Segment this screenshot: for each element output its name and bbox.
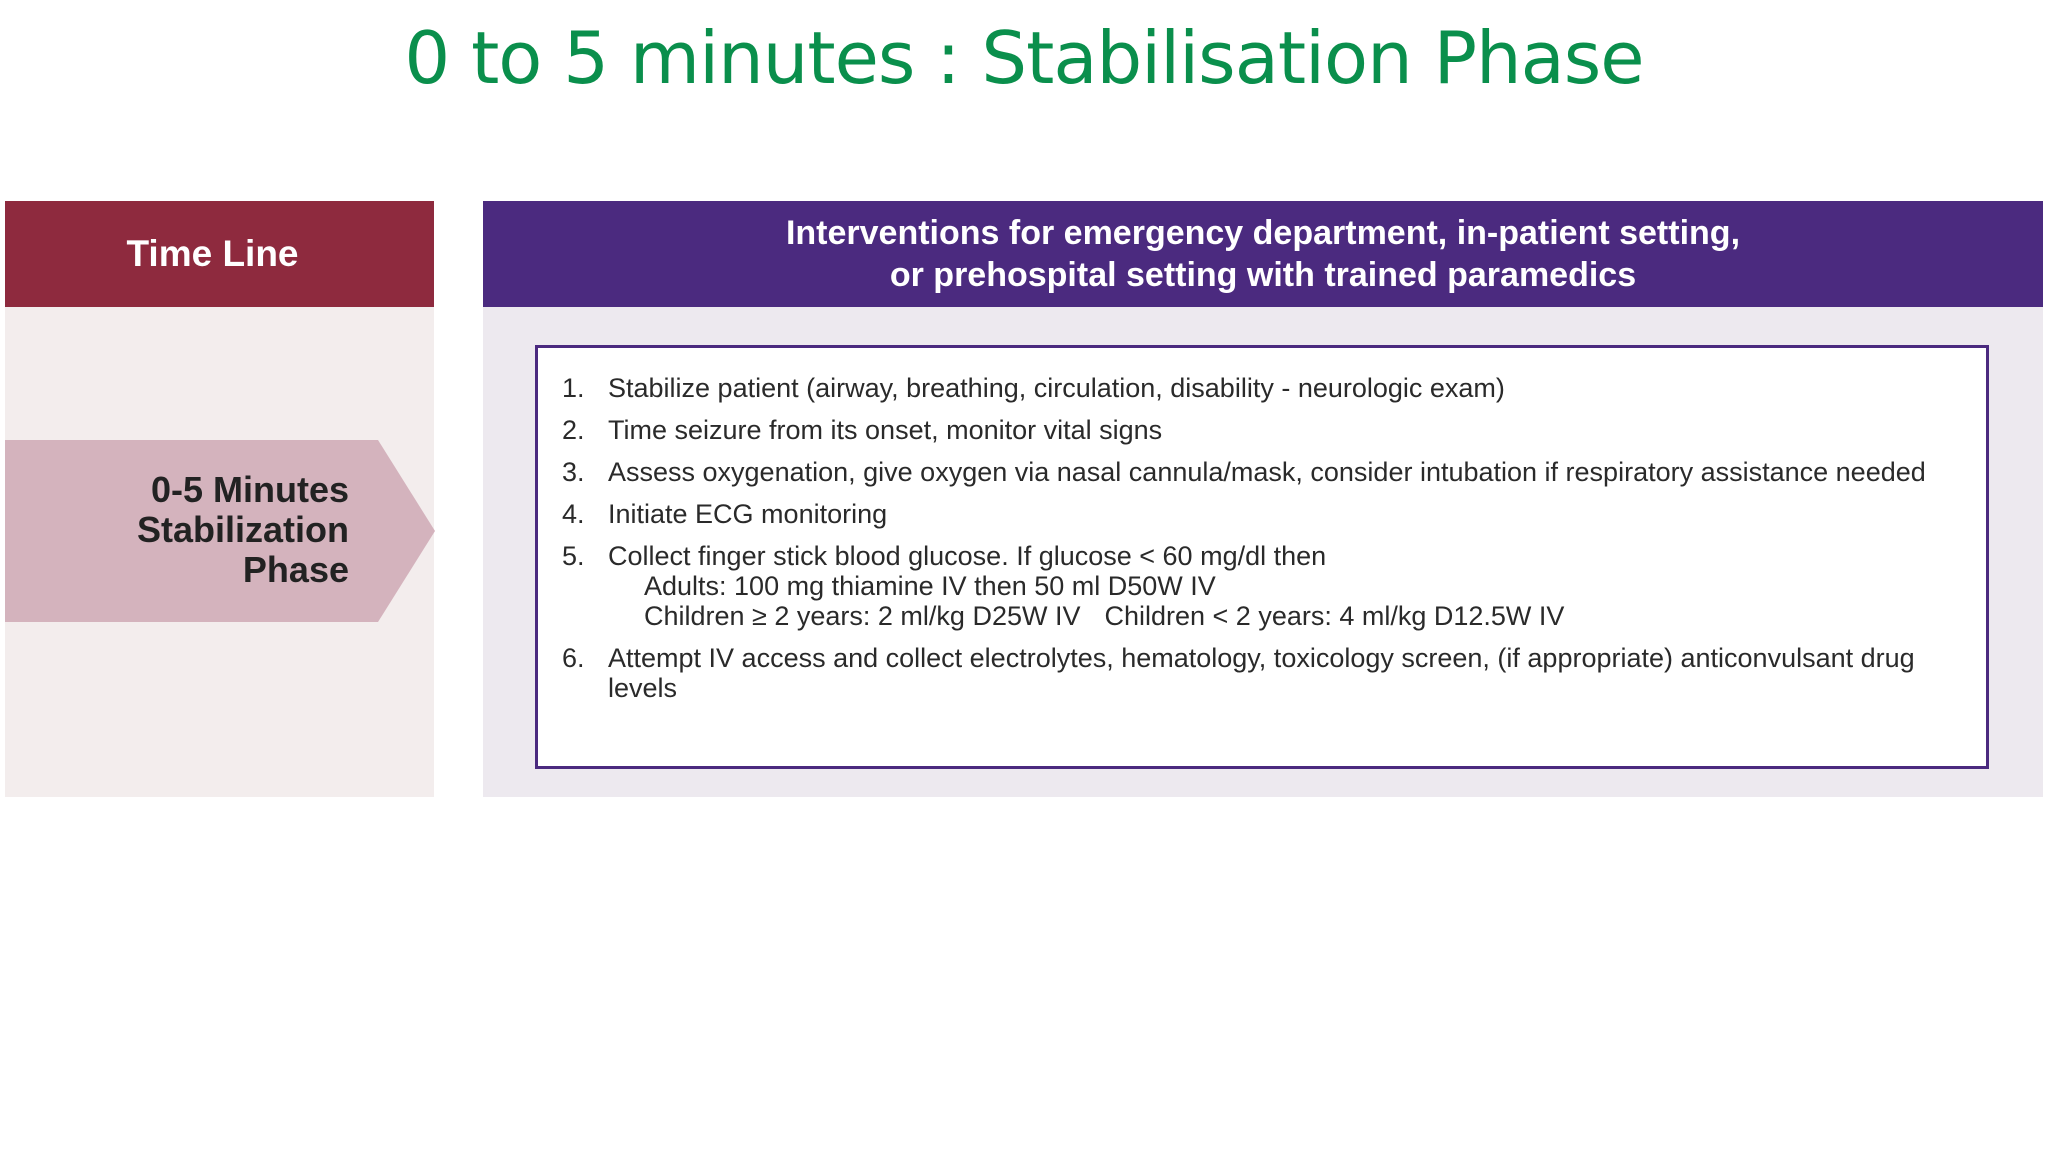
step-2	[562, 415, 1962, 445]
phase-label	[29, 470, 349, 590]
step-text: Assess oxygenation, give oxygen via nasal cannula/mask, consider intubation if respiratory assistance needed	[608, 457, 1926, 487]
step-number: 1.	[562, 373, 585, 403]
phase-arrow	[5, 440, 435, 622]
interventions-header-line-1: Interventions for emergency department, in-patient setting,	[785, 214, 1741, 252]
step-number: 4.	[562, 499, 585, 529]
step-text: Initiate ECG monitoring	[608, 499, 888, 529]
interventions-column	[483, 201, 2043, 797]
step-5-children-under-2: Children < 2 years: 4 ml/kg D12.5W IV	[1104, 601, 1565, 631]
timeline-column	[5, 201, 434, 797]
step-5-sub-adults: Adults: 100 mg thiamine IV then 50 ml D50W IV	[644, 571, 1216, 601]
phase-label-line-3: Phase	[242, 549, 349, 590]
step-number: 3.	[562, 457, 585, 487]
step-text: Attempt IV access and collect electrolytes, hematology, toxicology screen, (if appropriate) anticonvulsant drug levels	[608, 643, 1915, 703]
interventions-list	[535, 345, 1989, 769]
step-number: 6.	[562, 643, 585, 673]
step-number: 5.	[562, 541, 585, 571]
step-5	[562, 541, 1962, 631]
step-5-sub-children	[608, 601, 1962, 631]
step-6	[562, 643, 1962, 703]
step-text: Stabilize patient (airway, breathing, circulation, disability - neurologic exam)	[608, 373, 1505, 403]
step-1	[562, 373, 1962, 403]
step-3	[562, 457, 1962, 487]
step-5-children-over-2: Children ≥ 2 years: 2 ml/kg D25W IV	[644, 601, 1081, 631]
interventions-header	[483, 201, 2043, 307]
phase-label-line-2: Stabilization	[136, 509, 349, 550]
step-text: Time seizure from its onset, monitor vital signs	[608, 415, 1163, 445]
slide-title: 0 to 5 minutes : Stabilisation Phase	[404, 16, 1644, 100]
step-text: Collect finger stick blood glucose. If glucose < 60 mg/dl then	[608, 541, 1327, 571]
phase-label-line-1: 0-5 Minutes	[150, 469, 349, 510]
step-number: 2.	[562, 415, 585, 445]
step-4	[562, 499, 1962, 529]
timeline-header: Time Line	[5, 201, 434, 307]
interventions-header-line-2: or prehospital setting with trained paramedics	[889, 256, 1637, 294]
